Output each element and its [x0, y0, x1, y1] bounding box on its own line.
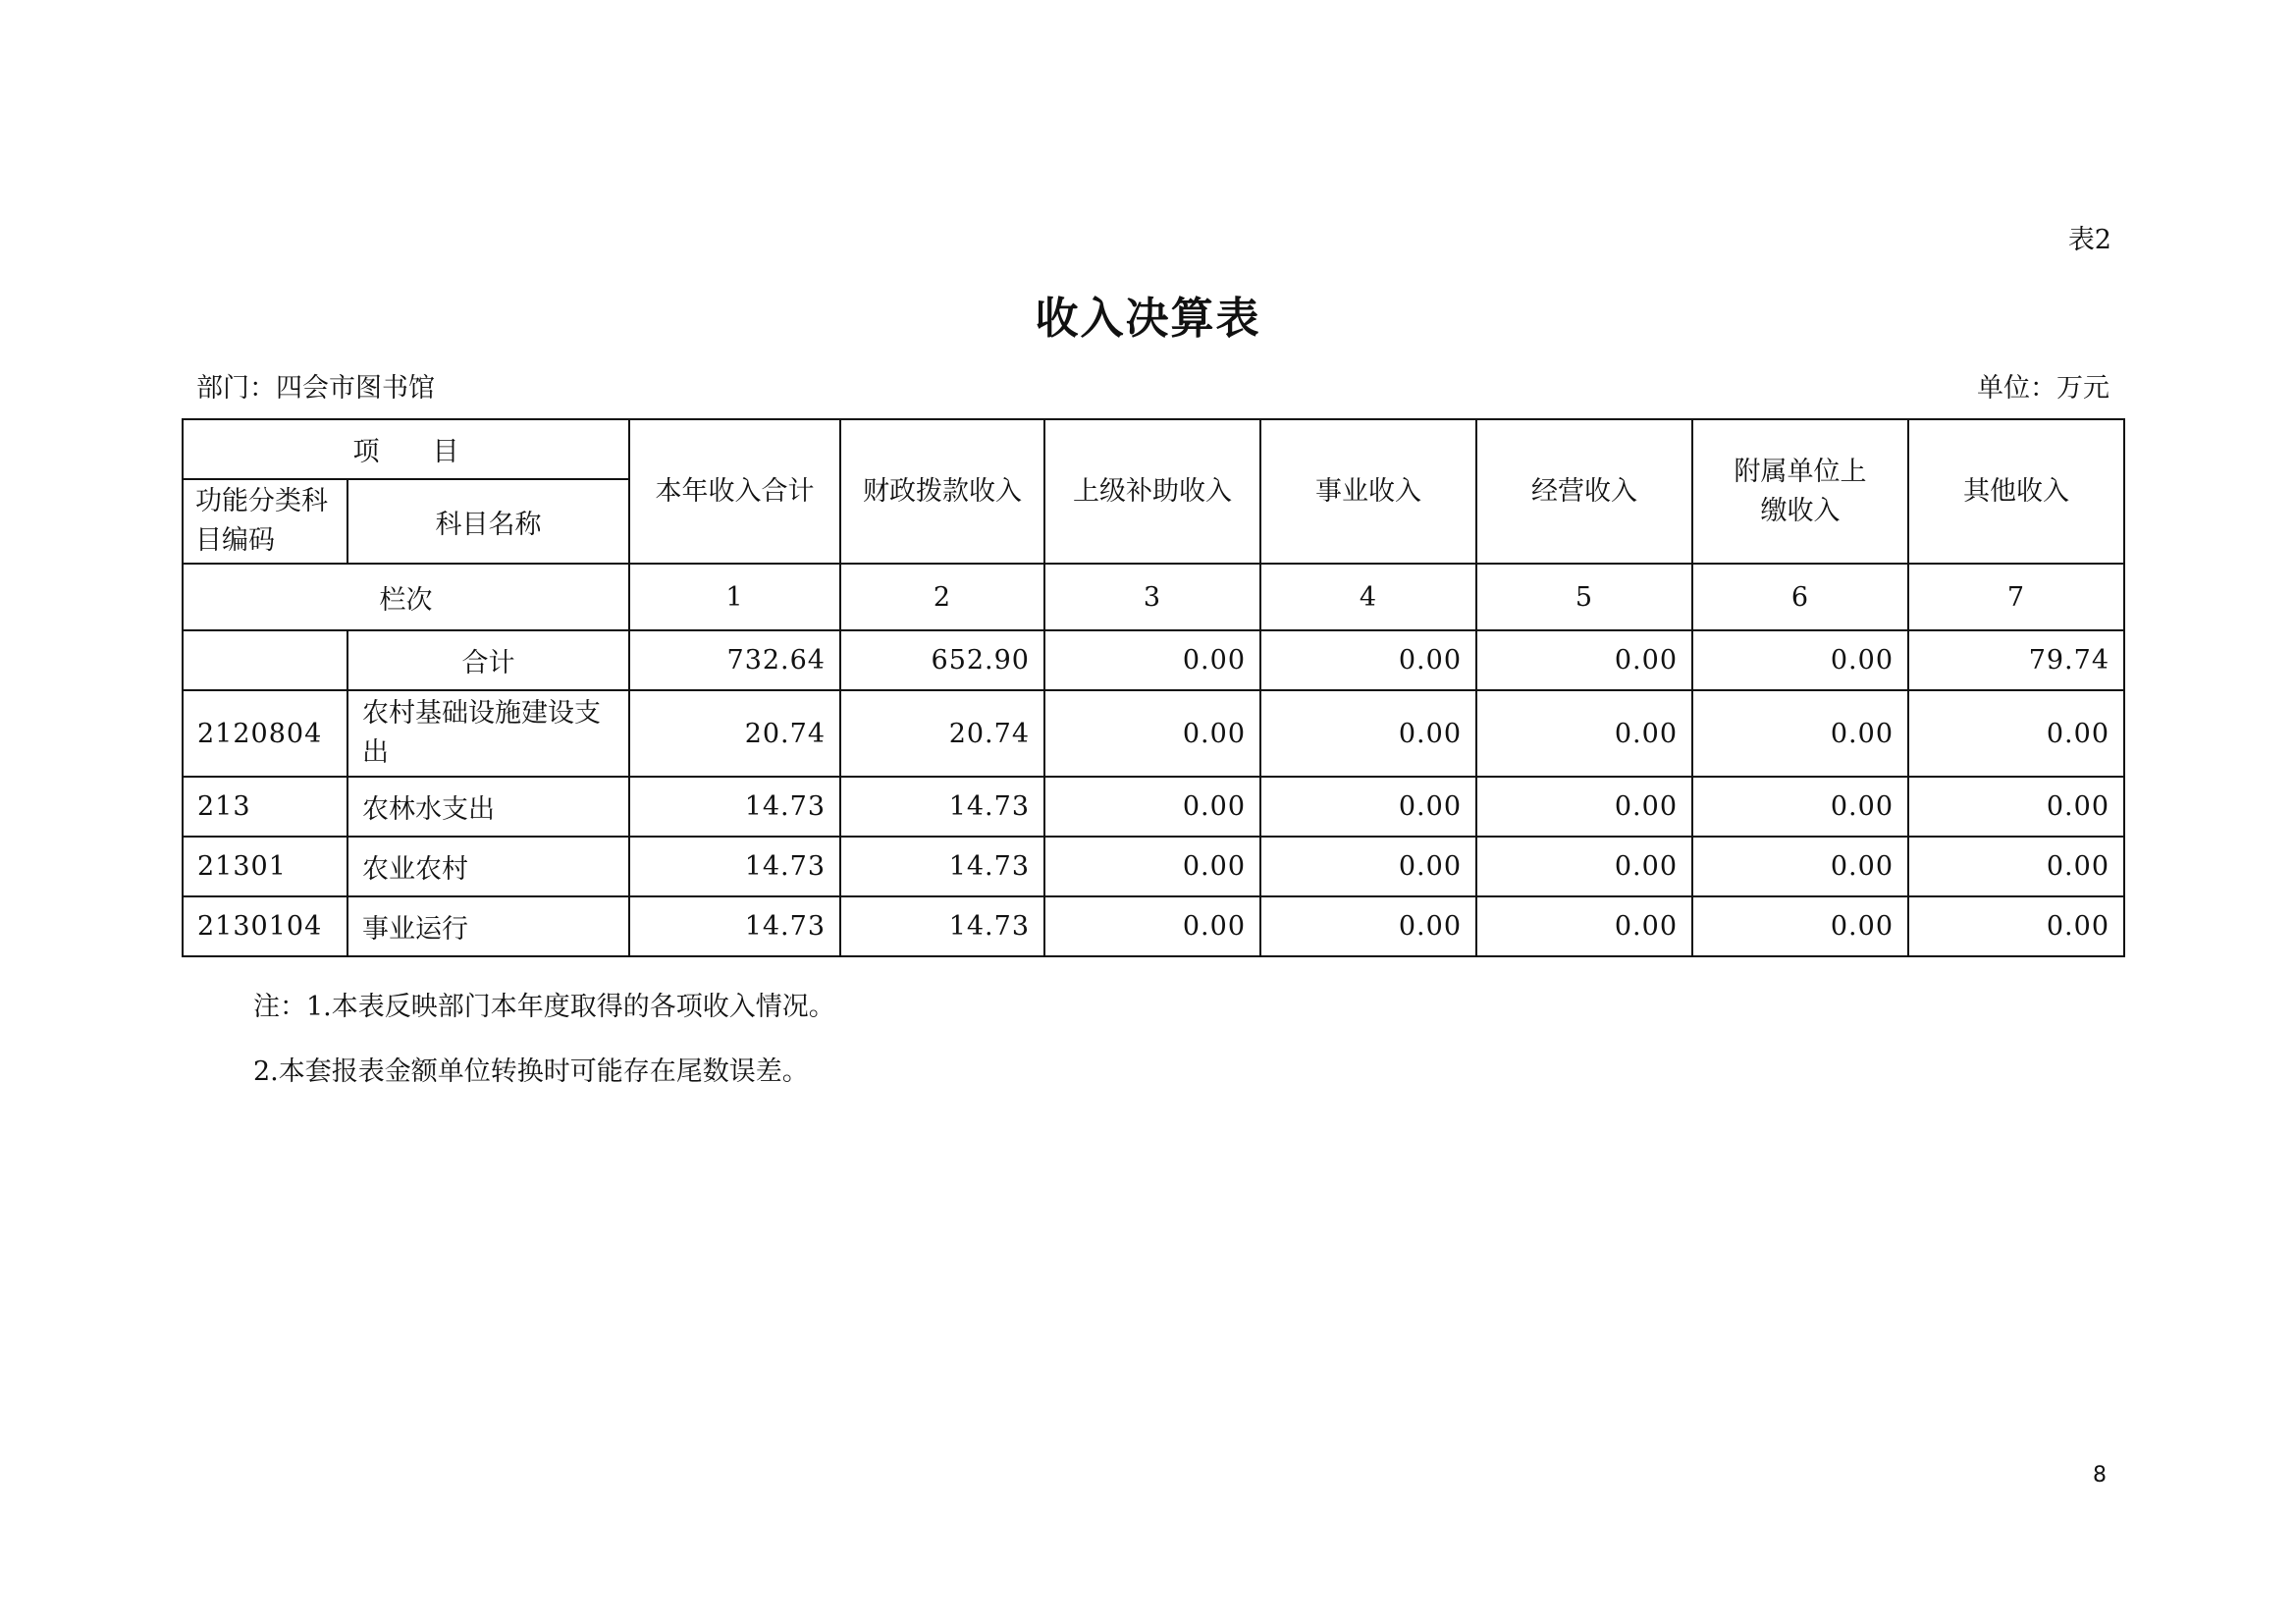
- page-number: 8: [2093, 1463, 2107, 1488]
- table-number: 表2: [2067, 225, 2111, 255]
- amount-cell: 0.00: [1692, 690, 1908, 777]
- notes: [253, 975, 835, 1105]
- column-header: 经营收入: [1476, 419, 1692, 564]
- amount-cell: 0.00: [1260, 630, 1476, 690]
- subject-code: 2120804: [183, 690, 347, 777]
- sequence-number: 3: [1044, 564, 1260, 630]
- amount-cell: 652.90: [840, 630, 1044, 690]
- sequence-row: [183, 564, 2124, 630]
- subject-code: 21301: [183, 837, 347, 896]
- amount-cell: 0.00: [1476, 630, 1692, 690]
- page-title: 收入决算表: [1035, 294, 1261, 344]
- subject-name: 农业农村: [347, 837, 629, 896]
- subject-code: 2130104: [183, 896, 347, 956]
- amount-cell: 20.74: [629, 690, 840, 777]
- amount-cell: 0.00: [1044, 837, 1260, 896]
- amount-cell: 732.64: [629, 630, 840, 690]
- column-header: 财政拨款收入: [840, 419, 1044, 564]
- note-line: 注：1.本表反映部门本年度取得的各项收入情况。: [253, 992, 835, 1022]
- note-line: 2.本套报表金额单位转换时可能存在尾数误差。: [253, 1056, 809, 1087]
- amount-cell: 0.00: [1908, 896, 2124, 956]
- department-label: 部门：四会市图书馆: [196, 373, 435, 404]
- amount-cell: 79.74: [1908, 630, 2124, 690]
- sequence-number: 4: [1260, 564, 1476, 630]
- sequence-label: 栏次: [183, 564, 629, 630]
- name-header: 科目名称: [347, 479, 629, 564]
- unit-label: 单位：万元: [1977, 373, 2109, 404]
- column-header: 事业收入: [1260, 419, 1476, 564]
- column-header: 其他收入: [1908, 419, 2124, 564]
- income-table: [182, 418, 2125, 957]
- amount-cell: 0.00: [1908, 777, 2124, 837]
- amount-cell: 0.00: [1692, 896, 1908, 956]
- amount-cell: 14.73: [629, 837, 840, 896]
- amount-cell: 0.00: [1476, 690, 1692, 777]
- amount-cell: 0.00: [1908, 837, 2124, 896]
- subject-name: 事业运行: [347, 896, 629, 956]
- header-row: [183, 419, 2124, 479]
- sequence-number: 2: [840, 564, 1044, 630]
- table-row: [183, 777, 2124, 837]
- sequence-number: 5: [1476, 564, 1692, 630]
- amount-cell: 14.73: [840, 896, 1044, 956]
- column-header: 上级补助收入: [1044, 419, 1260, 564]
- sequence-number: 1: [629, 564, 840, 630]
- amount-cell: 0.00: [1260, 777, 1476, 837]
- subject-name: 农林水支出: [347, 777, 629, 837]
- subject-name: 农村基础设施建设支出: [347, 690, 629, 777]
- code-header: 功能分类科目编码: [183, 479, 347, 564]
- subject-name: 合计: [347, 630, 629, 690]
- subject-code: 213: [183, 777, 347, 837]
- sequence-number: 7: [1908, 564, 2124, 630]
- amount-cell: 0.00: [1260, 837, 1476, 896]
- table-row: [183, 690, 2124, 777]
- table-row: [183, 837, 2124, 896]
- amount-cell: 0.00: [1260, 896, 1476, 956]
- amount-cell: 0.00: [1044, 690, 1260, 777]
- amount-cell: 14.73: [629, 896, 840, 956]
- amount-cell: 0.00: [1692, 630, 1908, 690]
- amount-cell: 0.00: [1692, 777, 1908, 837]
- subject-code: [183, 630, 347, 690]
- sequence-number: 6: [1692, 564, 1908, 630]
- amount-cell: 0.00: [1476, 837, 1692, 896]
- amount-cell: 0.00: [1692, 837, 1908, 896]
- amount-cell: 14.73: [629, 777, 840, 837]
- amount-cell: 0.00: [1908, 690, 2124, 777]
- amount-cell: 0.00: [1044, 896, 1260, 956]
- amount-cell: 0.00: [1044, 777, 1260, 837]
- amount-cell: 14.73: [840, 837, 1044, 896]
- amount-cell: 0.00: [1476, 896, 1692, 956]
- table-row: [183, 896, 2124, 956]
- amount-cell: 14.73: [840, 777, 1044, 837]
- amount-cell: 20.74: [840, 690, 1044, 777]
- amount-cell: 0.00: [1476, 777, 1692, 837]
- total-row: [183, 630, 2124, 690]
- column-header: 附属单位上缴收入: [1692, 419, 1908, 564]
- column-header: 本年收入合计: [629, 419, 840, 564]
- amount-cell: 0.00: [1260, 690, 1476, 777]
- amount-cell: 0.00: [1044, 630, 1260, 690]
- item-header: 项 目: [183, 419, 629, 479]
